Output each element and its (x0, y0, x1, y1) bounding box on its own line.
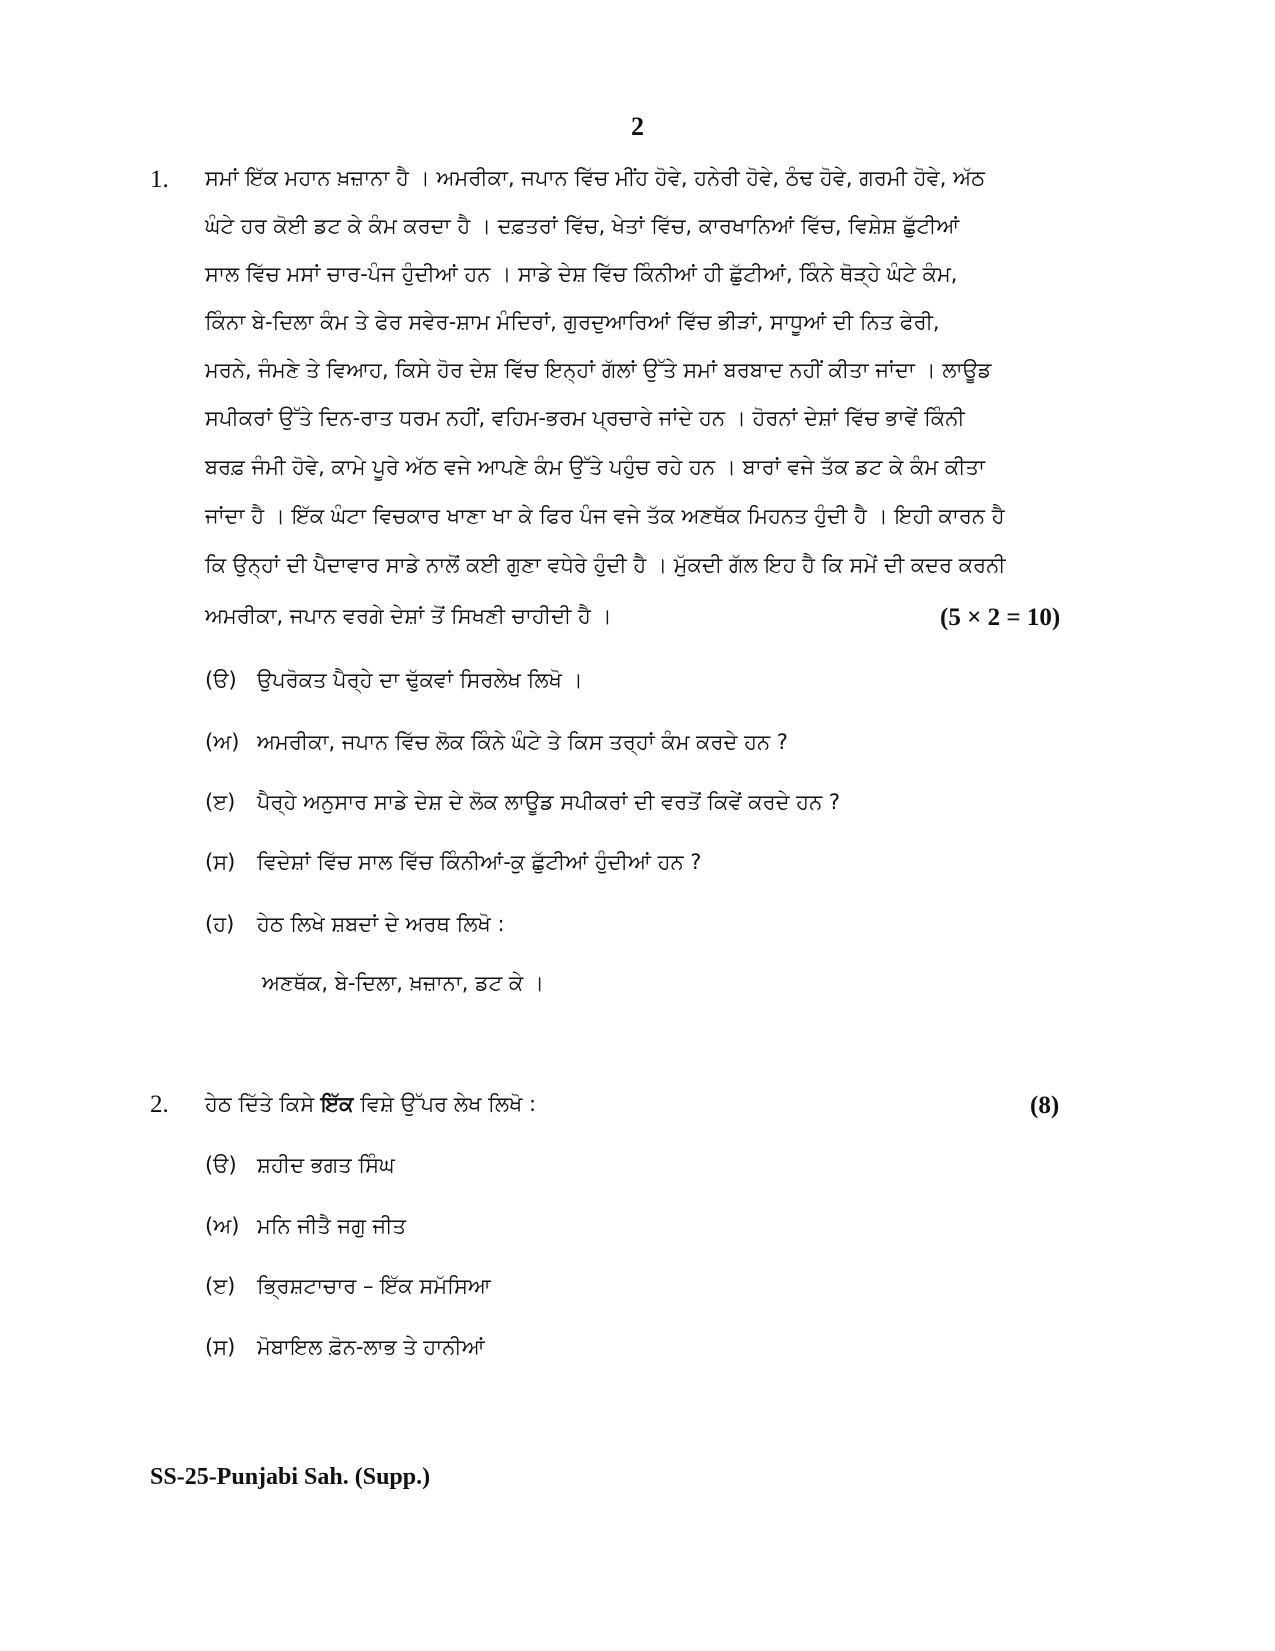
page-number: 2 (631, 112, 644, 141)
subquestion-d-label: (ਸ) (205, 850, 236, 874)
essay-option-d-text: ਮੋਬਾਇਲ ਫ਼ੋਨ-ਲਾਭ ਤੇ ਹਾਨੀਆਂ (257, 1335, 485, 1359)
passage-line-3: ਸਾਲ ਵਿੱਚ ਮਸਾਂ ਚਾਰ-ਪੰਜ ਹੁੰਦੀਆਂ ਹਨ । ਸਾਡੇ ਦੇਸ਼ ਵਿੱਚ ਕਿੰਨੀਆਂ ਹੀ ਛੁੱਟੀਆਂ, ਕਿੰਨੇ ਥੋੜ੍ਹੇ ਘੰਟੇ ਕੰਮ, (205, 262, 958, 286)
words-to-define: ਅਣਥੱਕ, ਬੇ-ਦਿਲਾ, ਖ਼ਜ਼ਾਨਾ, ਡਟ ਕੇ । (262, 971, 545, 995)
essay-option-a-label: (ੳ) (205, 1153, 237, 1177)
passage-line-7: ਬਰਫ਼ ਜੰਮੀ ਹੋਵੇ, ਕਾਮੇ ਪੂਰੇ ਅੱਠ ਵਜੇ ਆਪਣੇ ਕੰਮ ਉੱਤੇ ਪਹੁੰਚ ਰਹੇ ਹਨ । ਬਾਰਾਂ ਵਜੇ ਤੱਕ ਡਟ ਕੇ ਕੰਮ ਕੀਤਾ (205, 455, 986, 479)
subquestion-e-text: ਹੇਠ ਲਿਖੇ ਸ਼ਬਦਾਂ ਦੇ ਅਰਥ ਲਿਖੋ : (257, 912, 505, 936)
essay-option-d-label: (ਸ) (205, 1335, 236, 1359)
subquestion-b-label: (ਅ) (205, 730, 240, 754)
subquestion-b-text: ਅਮਰੀਕਾ, ਜਪਾਨ ਵਿੱਚ ਲੋਕ ਕਿੰਨੇ ਘੰਟੇ ਤੇ ਕਿਸ ਤਰ੍ਹਾਂ ਕੰਮ ਕਰਦੇ ਹਨ ? (257, 730, 788, 754)
essay-option-c-text: ਭ੍ਰਿਸ਼ਟਾਚਾਰ – ਇੱਕ ਸਮੱਸਿਆ (257, 1274, 491, 1298)
passage-line-9: ਕਿ ਉਨ੍ਹਾਂ ਦੀ ਪੈਦਾਵਾਰ ਸਾਡੇ ਨਾਲੋਂ ਕਈ ਗੁਣਾ ਵਧੇਰੇ ਹੁੰਦੀ ਹੈ । ਮੁੱਕਦੀ ਗੱਲ ਇਹ ਹੈ ਕਿ ਸਮੇਂ ਦੀ ਕਦਰ ਕਰਨੀ (205, 553, 1006, 577)
question-2-prompt-after: ਵਿਸ਼ੇ ਉੱਪਰ ਲੇਖ ਲਿਖੋ : (353, 1092, 537, 1116)
passage-line-2: ਘੰਟੇ ਹਰ ਕੋਈ ਡਟ ਕੇ ਕੰਮ ਕਰਦਾ ਹੈ । ਦਫ਼ਤਰਾਂ ਵਿੱਚ, ਖੇਤਾਂ ਵਿੱਚ, ਕਾਰਖਾਨਿਆਂ ਵਿੱਚ, ਵਿਸ਼ੇਸ਼ ਛੁੱਟੀਆਂ (205, 214, 960, 238)
passage-line-1: ਸਮਾਂ ਇੱਕ ਮਹਾਨ ਖ਼ਜ਼ਾਨਾ ਹੈ । ਅਮਰੀਕਾ, ਜਪਾਨ ਵਿੱਚ ਮੀਂਹ ਹੋਵੇ, ਹਨੇਰੀ ਹੋਵੇ, ਠੰਢ ਹੋਵੇ, ਗਰਮੀ ਹੋਵੇ, ਅੱਠ (205, 166, 985, 190)
subquestion-c-label: (ੲ) (205, 790, 236, 814)
passage-line-10: ਅਮਰੀਕਾ, ਜਪਾਨ ਵਰਗੇ ਦੇਸ਼ਾਂ ਤੋਂ ਸਿਖਣੀ ਚਾਹੀਦੀ ਹੈ । (205, 604, 612, 628)
question-2-prompt (205, 1089, 536, 1119)
essay-option-c (205, 1271, 491, 1301)
paper-code-footer: SS-25-Punjabi Sah. (Supp.) (150, 1464, 431, 1490)
essay-option-b (205, 1211, 406, 1241)
essay-option-b-text: ਮਨਿ ਜੀਤੈ ਜਗੁ ਜੀਤ (257, 1214, 407, 1238)
essay-option-b-label: (ਅ) (205, 1214, 240, 1238)
subquestion-c (205, 787, 840, 817)
subquestion-e (205, 909, 505, 939)
passage-line-5: ਮਰਨੇ, ਜੰਮਣੇ ਤੇ ਵਿਆਹ, ਕਿਸੇ ਹੋਰ ਦੇਸ਼ ਵਿੱਚ ਇਨ੍ਹਾਂ ਗੱਲਾਂ ਉੱਤੇ ਸਮਾਂ ਬਰਬਾਦ ਨਹੀਂ ਕੀਤਾ ਜਾਂਦਾ । ਲਾਊਡ (205, 358, 992, 382)
subquestion-d-text: ਵਿਦੇਸ਼ਾਂ ਵਿੱਚ ਸਾਲ ਵਿੱਚ ਕਿੰਨੀਆਂ-ਕੁ ਛੁੱਟੀਆਂ ਹੁੰਦੀਆਂ ਹਨ ? (257, 850, 702, 874)
passage-line-4: ਕਿੰਨਾ ਬੇ-ਦਿਲਾ ਕੰਮ ਤੇ ਫੇਰ ਸਵੇਰ-ਸ਼ਾਮ ਮੰਦਿਰਾਂ, ਗੁਰਦੁਆਰਿਆਂ ਵਿੱਚ ਭੀੜਾਂ, ਸਾਧੂਆਂ ਦੀ ਨਿਤ ਫੇਰੀ, (205, 310, 940, 334)
subquestion-d (205, 847, 701, 877)
question-2-number: 2. (150, 1091, 169, 1118)
subquestion-b (205, 727, 788, 757)
subquestion-c-text: ਪੈਰ੍ਹੇ ਅਨੁਸਾਰ ਸਾਡੇ ਦੇਸ਼ ਦੇ ਲੋਕ ਲਾਊਡ ਸਪੀਕਰਾਂ ਦੀ ਵਰਤੋਂ ਕਿਵੇਂ ਕਰਦੇ ਹਨ ? (257, 790, 841, 814)
essay-option-a (205, 1150, 395, 1180)
subquestion-a-label: (ੳ) (205, 668, 237, 692)
subquestion-e-label: (ਹ) (205, 912, 235, 936)
question-1-marks: (5 × 2 = 10) (940, 604, 1061, 631)
subquestion-a (205, 665, 583, 695)
subquestion-a-text: ਉਪਰੋਕਤ ਪੈਰ੍ਹੇ ਦਾ ਢੁੱਕਵਾਂ ਸਿਰਲੇਖ ਲਿਖੋ । (257, 668, 583, 692)
passage-line-6: ਸਪੀਕਰਾਂ ਉੱਤੇ ਦਿਨ-ਰਾਤ ਧਰਮ ਨਹੀਂ, ਵਹਿਮ-ਭਰਮ ਪ੍ਰਚਾਰੇ ਜਾਂਦੇ ਹਨ । ਹੋਰਨਾਂ ਦੇਸ਼ਾਂ ਵਿੱਚ ਭਾਵੇਂ ਕਿੰਨੀ (205, 406, 965, 430)
question-2-prompt-before: ਹੇਠ ਦਿੱਤੇ ਕਿਸੇ (205, 1092, 321, 1116)
passage-line-8: ਜਾਂਦਾ ਹੈ । ਇੱਕ ਘੰਟਾ ਵਿਚਕਾਰ ਖਾਣਾ ਖਾ ਕੇ ਫਿਰ ਪੰਜ ਵਜੇ ਤੱਕ ਅਣਥੱਕ ਮਿਹਨਤ ਹੁੰਦੀ ਹੈ । ਇਹੀ ਕਾਰਨ ਹੈ (205, 504, 1005, 528)
question-2-marks: (8) (1030, 1092, 1060, 1119)
essay-option-c-label: (ੲ) (205, 1274, 236, 1298)
question-1-number: 1. (150, 166, 169, 193)
essay-option-d (205, 1332, 485, 1362)
question-2-prompt-bold: ਇੱਕ (320, 1092, 354, 1116)
essay-option-a-text: ਸ਼ਹੀਦ ਭਗਤ ਸਿੰਘ (257, 1153, 395, 1177)
